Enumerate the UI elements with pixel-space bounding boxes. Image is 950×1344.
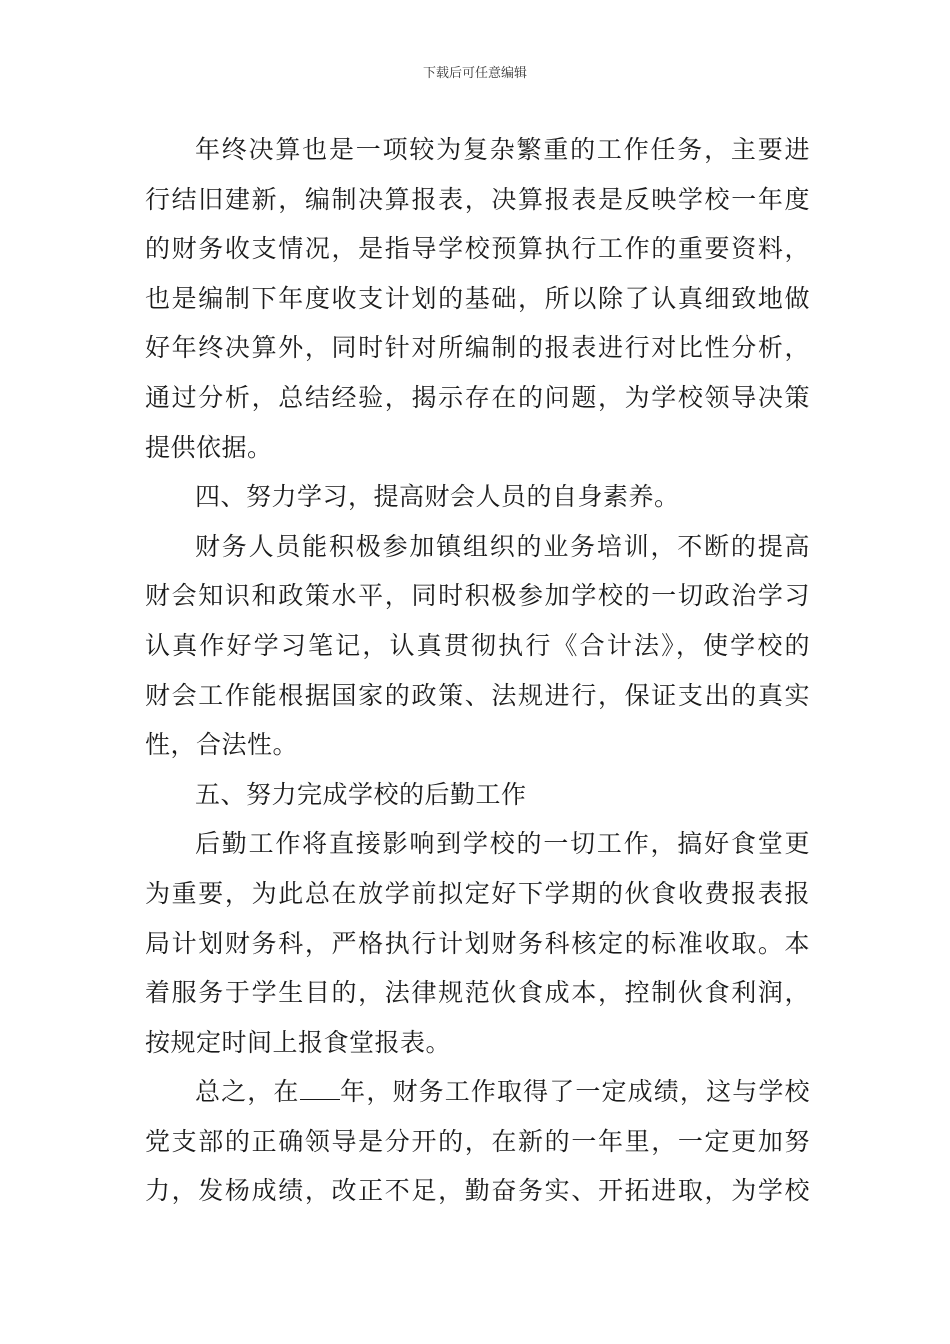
section-heading-5: 五、努力完成学校的后勤工作 — [195, 779, 527, 809]
paragraph-5-line-1: 后勤工作将直接影响到学校的一切工作，搞好食堂更 — [195, 829, 810, 859]
section-heading-4: 四、努力学习，提高财会人员的自身素养。 — [195, 482, 680, 512]
paragraph-1-line-6: 通过分析，总结经验，揭示存在的问题，为学校领导决策 — [145, 382, 810, 412]
paragraph-1-line-1: 年终决算也是一项较为复杂繁重的工作任务，主要进 — [195, 135, 810, 164]
paragraph-5-line-2: 为重要，为此总在放学前拟定好下学期的伙食收费报表报 — [145, 878, 810, 908]
paragraph-5-line-5: 按规定时间上报食堂报表。 — [145, 1027, 452, 1057]
paragraph-6-line-2: 党支部的正确领导是分开的，在新的一年里，一定更加努 — [145, 1126, 810, 1156]
paragraph-1-line-7: 提供依据。 — [145, 432, 273, 462]
paragraph-1-line-3: 的财务收支情况，是指导学校预算执行工作的重要资料， — [145, 234, 810, 264]
paragraph-1-line-4: 也是编制下年度收支计划的基础，所以除了认真细致地做 — [145, 283, 810, 313]
paragraph-3-line-5: 性，合法性。 — [145, 730, 299, 760]
paragraph-1-line-2: 行结旧建新，编制决算报表，决算报表是反映学校一年度 — [145, 184, 810, 214]
paragraph-3-line-3: 认真作好学习笔记，认真贯彻执行《合计法》，使学校的 — [145, 630, 810, 660]
paragraph-6-line-1-start: 总之，在 — [195, 1077, 300, 1107]
paragraph-3-line-2: 财会知识和政策水平，同时积极参加学校的一切政治学习 — [145, 581, 810, 611]
fill-in-blank — [300, 1075, 340, 1100]
paragraph-1-line-5: 好年终决算外，同时针对所编制的报表进行对比性分析， — [145, 333, 810, 363]
page-header: 下载后可任意编辑 — [422, 66, 527, 81]
paragraph-6-line-1-end: 年，财务工作取得了一定成绩，这与学校 — [339, 1077, 810, 1107]
paragraph-3-line-1: 财务人员能积极参加镇组织的业务培训，不断的提高 — [195, 531, 810, 561]
paragraph-5-line-4: 着服务于学生目的，法律规范伙食成本，控制伙食利润， — [145, 978, 810, 1008]
paragraph-6-line-3: 力，发杨成绩，改正不足，勤奋务实、开拓进取，为学校 — [145, 1176, 810, 1206]
paragraph-3-line-4: 财会工作能根据国家的政策、法规进行，保证支出的真实 — [145, 680, 810, 710]
paragraph-5-line-3: 局计划财务科，严格执行计划财务科核定的标准收取。本 — [145, 928, 810, 958]
document-body — [145, 125, 810, 1216]
paragraph-6-line-1 — [145, 1067, 810, 1117]
